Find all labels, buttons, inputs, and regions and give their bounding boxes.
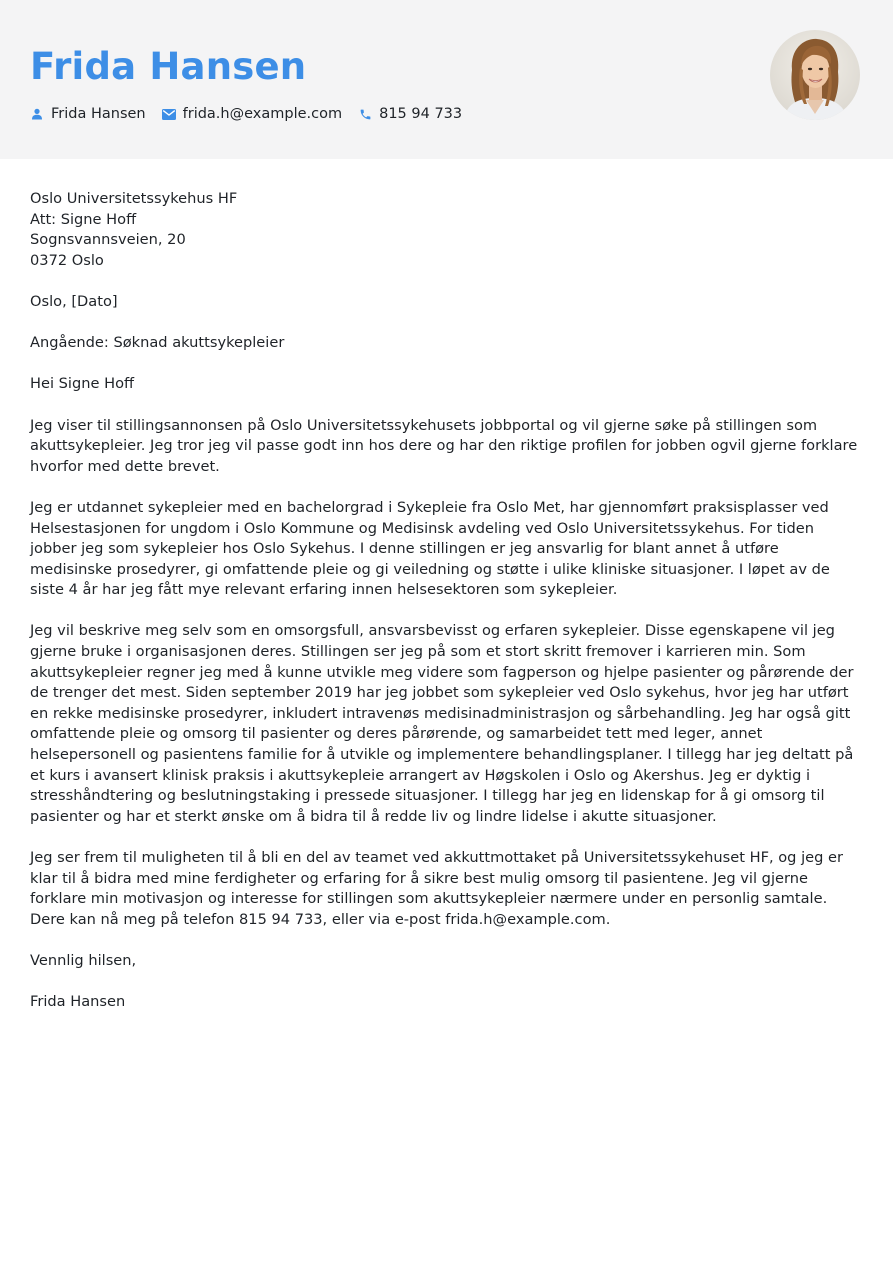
paragraph-intro: Jeg viser til stillingsannonsen på Oslo Universitetssykehusets jobbportal og vil gjerne søke på stillingen som akuttsykepleier. Jeg tror jeg vil passe godt inn hos dere og har den riktige profilen for jobben ogvil gjerne forklare hvorfor med dette brevet. [30, 416, 858, 475]
contact-name [30, 103, 146, 125]
letter-body [30, 189, 860, 1033]
place-date: Oslo, [Dato] [30, 292, 118, 310]
recipient-address [30, 189, 860, 271]
envelope-icon [162, 107, 176, 121]
contact-email[interactable] [162, 103, 342, 125]
phone-icon [358, 107, 372, 121]
greeting: Hei Signe Hoff [30, 375, 135, 393]
contact-bar [30, 103, 478, 125]
contact-phone[interactable] [358, 103, 462, 125]
recipient-organization: Oslo Universitetssykehus HF [30, 190, 238, 207]
closing-phrase: Vennlig hilsen, [30, 951, 137, 969]
recipient-postal: 0372 Oslo [30, 251, 104, 269]
signature: Frida Hansen [30, 993, 126, 1011]
contact-name-text: Frida Hansen [51, 106, 146, 122]
paragraph-education: Jeg er utdannet sykepleier med en bachelorgrad i Sykepleie fra Oslo Met, har gjennomført praksisplasser ved Helsestasjonen for ungdom i Oslo Kommune og Medisinsk avdeling ved Oslo Universitetssykehus. For tiden jobber jeg som sykepleier hos Oslo Sykehus. I denne stillingen er jeg ansvarlig for blant annet å utføre medisinske prosedyrer, gi omfattende pleie og gi veiledning og støtte i ulike kliniske situasjoner. I løpet av de siste 4 år har jeg fått mye relevant erfaring innen helsesektoren som sykepleier. [30, 498, 830, 599]
person-icon [30, 107, 44, 121]
letter-header [0, 0, 893, 159]
recipient-street: Sognsvannsveien, 20 [30, 231, 186, 249]
paragraph-qualities: Jeg vil beskrive meg selv som en omsorgsfull, ansvarsbevisst og erfaren sykepleier. Disse egenskapene vil jeg gjerne bruke i organisasjonen deres. Stillingen ser jeg på som et stort skritt fremover i karrieren min. Som akuttsykepleier regner jeg med å kunne utvikle meg videre som fagperson og hjelpe pasienter og pårørende der de trenger det mest. Siden september 2019 har jeg jobbet som sykepleier ved Oslo sykehus, hvor jeg har utført en rekke medisinske prosedyrer, inkludert intravenøs medisinadministrasjon og sårbehandling. Jeg har også gitt omfattende pleie og omsorg til pasienter og deres pårørende, og samarbeidet tett med leger, annet helsepersonell og pasientens familie for å utvikle og implementere behandlingsplaner. I tillegg har jeg deltatt på et kurs i avansert klinisk praksis i akuttsykepleie arrangert av Høgskolen i Oslo og Akershus. Jeg er dyktig i stresshåndtering og beslutningstaking i pressede situasjoner. I tillegg har jeg en lidenskap for å gi omsorg til pasienter og har et sterkt ønske om å bidra til å redde liv og lindre lidelse i akutte situasjoner. [30, 622, 854, 825]
contact-email-text[interactable]: frida.h@example.com [182, 106, 343, 122]
recipient-attention: Att: Signe Hoff [30, 210, 137, 228]
contact-phone-text[interactable]: 815 94 733 [379, 106, 463, 122]
paragraph-closing: Jeg ser frem til muligheten til å bli en del av teamet ved akkuttmottaket på Universitetssykehuset HF, og jeg er klar til å bidra med mine ferdigheter og erfaring for å sikre best mulig omsorg til pasientene. Jeg vil gjerne forklare min motivasjon og interesse for stillingen som akuttsykepleier nærmere under en personlig samtale. Dere kan nå meg på telefon 815 94 733, eller via e-post frida.h@example.com. [30, 849, 843, 928]
subject-line: Angående: Søknad akuttsykepleier [30, 334, 285, 352]
profile-photo [770, 30, 860, 120]
applicant-name: Frida Hansen [30, 45, 307, 88]
